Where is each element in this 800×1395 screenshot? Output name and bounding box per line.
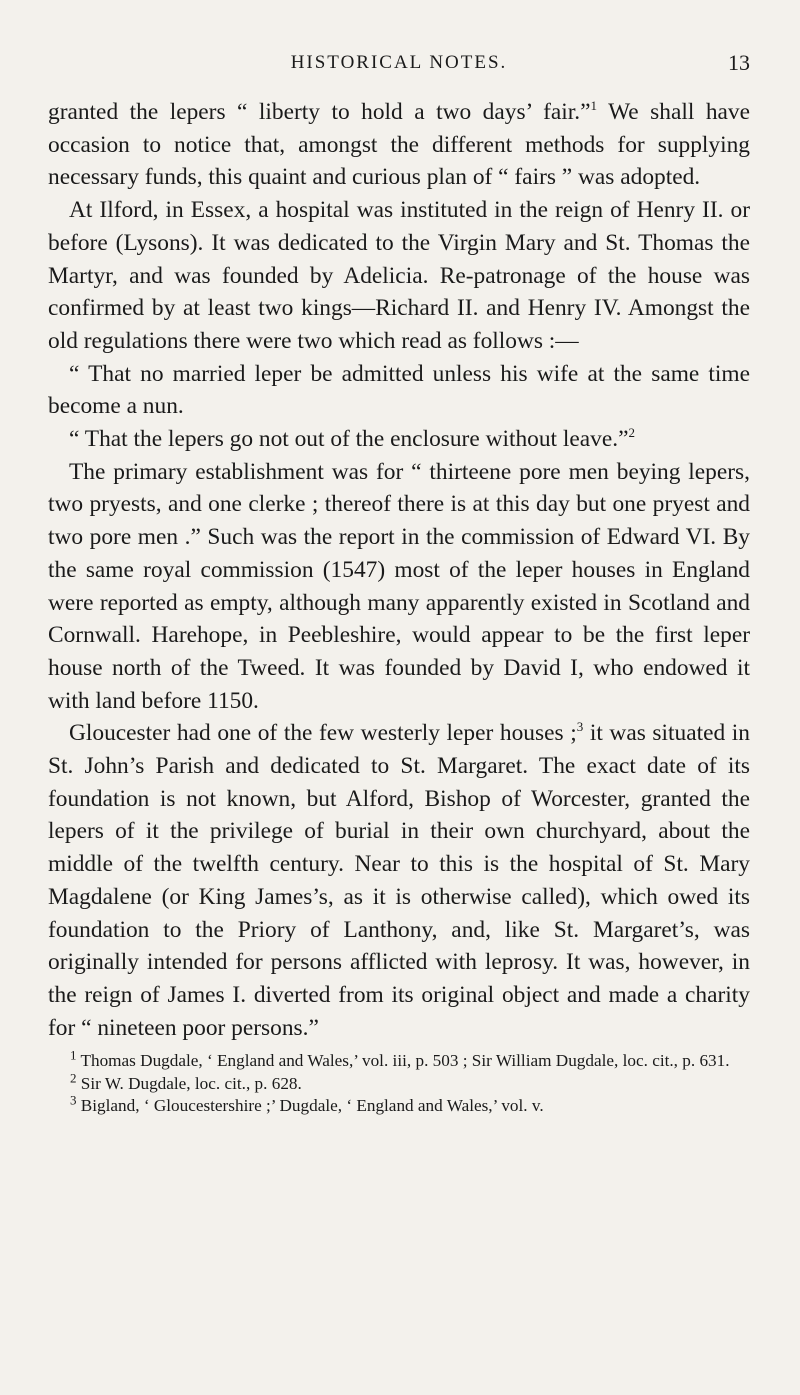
running-title: HISTORICAL NOTES.: [290, 52, 508, 73]
footnote-text: Thomas Dugdale, ‘ England and Wales,’ vol. iii, p. 503 ; Sir William Dugdale, loc. cit., p. 631.: [80, 1051, 730, 1071]
paragraph-1: [48, 96, 750, 194]
footnote-2: [48, 1070, 750, 1096]
body-text: [48, 96, 750, 1044]
footnote-text: Sir W. Dugdale, loc. cit., p. 628.: [80, 1073, 302, 1093]
footnote-mark: 3: [70, 1092, 77, 1108]
running-head: [48, 52, 750, 96]
paragraph-6: [48, 717, 750, 1044]
paragraph-4: [48, 423, 750, 456]
paragraph-2: At Ilford, in Essex, a hospital was instituted in the reign of Henry II. or before (Lysons). It was dedicated to the Virgin Mary and St. Thomas the Martyr, and was founded by Adelicia. Re-patronage of the house was confirmed by at least two kings—Richard II. and Henry IV. Amongst the old regulations there were two which read as follows :—: [48, 197, 750, 354]
paragraph-text: granted the lepers “ liberty to hold a two days’ fair.”: [48, 99, 591, 125]
footnote-mark: 1: [70, 1047, 77, 1063]
paragraph-text: “ That the lepers go not out of the enclosure without leave.”: [69, 426, 629, 453]
footnote-3: [48, 1092, 750, 1118]
paragraph-text: Gloucester had one of the few westerly leper houses ;: [69, 720, 577, 747]
book-page: [0, 52, 800, 1395]
footnote-mark: 2: [70, 1070, 77, 1086]
footnote-ref: 1: [590, 98, 598, 114]
footnote-1: [48, 1047, 750, 1073]
footnote-ref: 2: [628, 425, 635, 441]
footnote-ref: 3: [576, 719, 584, 735]
footnotes: [48, 1047, 750, 1118]
paragraph-text: We shall have occasion to notice that, amongst the different methods for supplying necessary funds, this quaint and curious plan of “ fairs ” was adopted.: [48, 99, 750, 191]
page-number: 13: [728, 50, 750, 75]
footnote-text: Bigland, ‘ Gloucestershire ;’ Dugdale, ‘ England and Wales,’ vol. v.: [80, 1096, 544, 1116]
paragraph-3: “ That no married leper be admitted unless his wife at the same time become a nun.: [48, 360, 750, 420]
paragraph-text: it was situated in St. John’s Parish and dedicated to St. Margaret. The exact date of its foundation is not known, but Alford, Bishop of Worcester, granted the lepers of it the privilege of burial in their own churchyard, about the middle of the twelfth century. Near to this is the hospital of St. Mary Magdalene (or King James’s, as it is otherwise called), which owed its foundation to the Priory of Lanthony, and, like St. Margaret’s, was originally intended for persons afflicted with leprosy. It was, however, in the reign of James I. diverted from its original object and made a charity for “ nineteen poor persons.”: [48, 720, 750, 1041]
paragraph-5: The primary establishment was for “ thirteene pore men beying lepers, two pryests, and one clerke ; thereof there is at this day but one pryest and two pore men .” Such was the report in the commission of Edward VI. By the same royal commission (1547) most of the leper houses in England were reported as empty, although many apparently existed in Scotland and Cornwall. Harehope, in Peebleshire, would appear to be the first leper house north of the Tweed. It was founded by David I, who endowed it with land before 1150.: [48, 458, 750, 714]
